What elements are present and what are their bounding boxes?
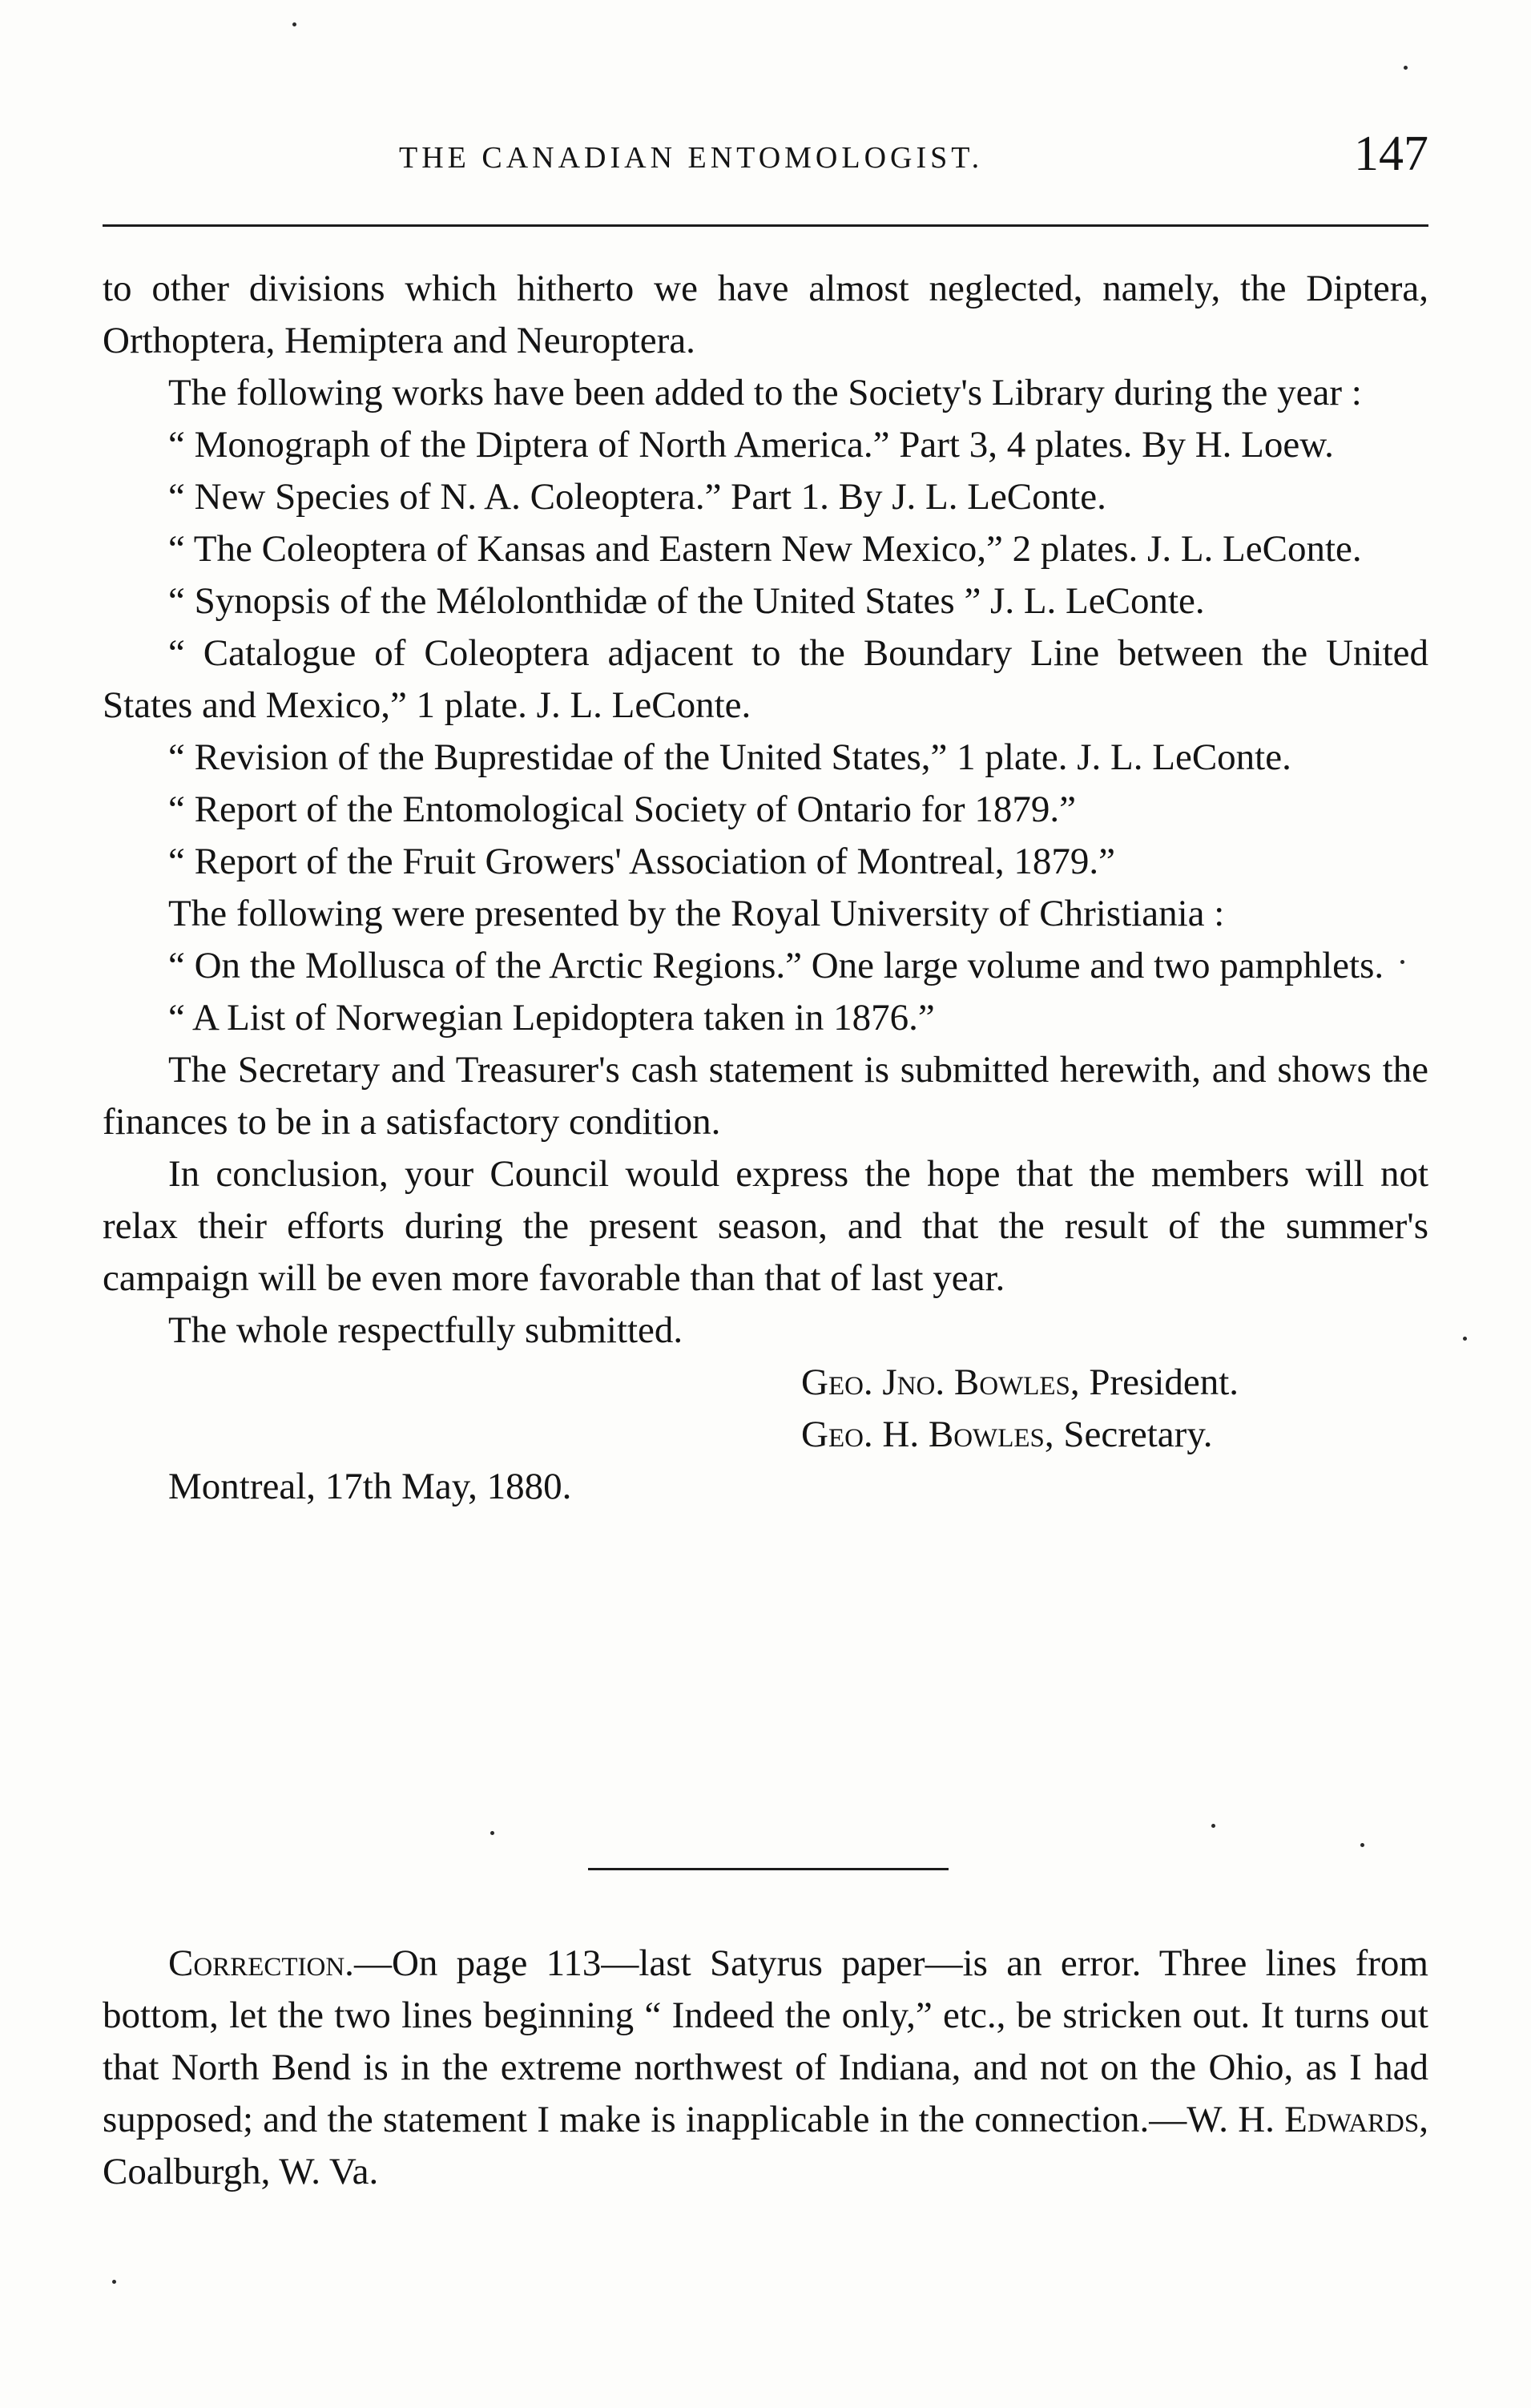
page-header (103, 127, 1428, 196)
library-entry: “ Synopsis of the Mélolonthidæ of the United States ” J. L. LeConte. (168, 580, 1205, 622)
library-entry: “ On the Mollusca of the Arctic Regions.” One large volume and two pamphlets. (168, 945, 1384, 986)
place-date: Montreal, 17th May, 1880. (168, 1466, 572, 1507)
signatory-name: Geo. Jno. Bowles (801, 1361, 1070, 1403)
signature-line: Geo. Jno. Bowles, President. (801, 1361, 1239, 1403)
page-number: 147 (1354, 127, 1428, 181)
correction-notice (103, 1938, 1428, 2198)
print-speck (292, 22, 296, 26)
signature-line: Geo. H. Bowles, Secretary. (801, 1414, 1213, 1455)
signatory-role: President. (1089, 1361, 1239, 1403)
paragraph: The following works have been added to the Society's Library during the year : (168, 372, 1362, 413)
library-entry: “ Report of the Fruit Growers' Association of Montreal, 1879.” (168, 841, 1115, 882)
header-rule (103, 224, 1428, 227)
signatory-role: Secretary. (1063, 1414, 1213, 1455)
signatory-name: Geo. H. Bowles (801, 1414, 1045, 1455)
correction-text: —On page 113—last Satyrus paper—is an error. Three lines from bottom, let the two lines beginning “ Indeed the only,” etc., be stricken out. It turns out that North Bend is in the extreme northwest of Indiana, and not on the Ohio, as I had supposed; and the statement I make is inapplicable in the connection.— (103, 1942, 1428, 2140)
running-title: THE CANADIAN ENTOMOLOGIST. (399, 141, 984, 175)
library-entry: “ Revision of the Buprestidae of the United States,” 1 plate. J. L. LeConte. (168, 736, 1291, 778)
section-rule (588, 1868, 949, 1870)
report-body (103, 263, 1428, 1513)
print-speck (112, 2280, 116, 2284)
correction-location: Coalburgh, W. Va. (103, 2151, 379, 2192)
paragraph: The whole respectfully submitted. (168, 1309, 683, 1351)
library-entry: “ The Coleoptera of Kansas and Eastern New Mexico,” 2 plates. J. L. LeConte. (168, 528, 1362, 570)
print-speck (1404, 66, 1408, 70)
library-entry: “ A List of Norwegian Lepidoptera taken in 1876.” (168, 997, 935, 1039)
correction-paragraph: Correction.—On page 113—last Satyrus paper—is an error. Three lines from bottom, let the two lines beginning “ Indeed the only,” etc., be stricken out. It turns out that North Bend is in the extreme northwest of Indiana, and not on the Ohio, as I had supposed; and the statement I make is inapplicable in the connection.—W. H. Edwards, Coalburgh, W. Va. (103, 1942, 1428, 2192)
library-entry: “ New Species of N. A. Coleoptera.” Part 1. By J. L. LeConte. (168, 476, 1106, 518)
paragraph: In conclusion, your Council would express the hope that the members will not relax their efforts during the present season, and that the result of the summer's campaign will be even more favorable than that of last year. (103, 1153, 1428, 1299)
paragraph: The Secretary and Treasurer's cash statement is submitted herewith, and shows the finances to be in a satisfactory condition. (103, 1049, 1428, 1143)
print-speck (1360, 1843, 1364, 1847)
print-speck (1463, 1337, 1467, 1341)
library-entry: “ Monograph of the Diptera of North America.” Part 3, 4 plates. By H. Loew. (168, 424, 1334, 466)
correction-label: Correction. (168, 1942, 354, 1984)
library-entry: “ Catalogue of Coleoptera adjacent to the Boundary Line between the United States and Mexico,” 1 plate. J. L. LeConte. (103, 632, 1428, 726)
correction-author: W. H. Edwards (1187, 2099, 1420, 2140)
print-speck (490, 1831, 494, 1835)
paragraph: to other divisions which hitherto we have almost neglected, namely, the Diptera, Orthoptera, Hemiptera and Neuroptera. (103, 268, 1428, 361)
print-speck (1400, 960, 1404, 964)
library-entry: “ Report of the Entomological Society of Ontario for 1879.” (168, 789, 1076, 830)
print-speck (1211, 1824, 1215, 1828)
paragraph: The following were presented by the Royal University of Christiania : (168, 893, 1225, 934)
